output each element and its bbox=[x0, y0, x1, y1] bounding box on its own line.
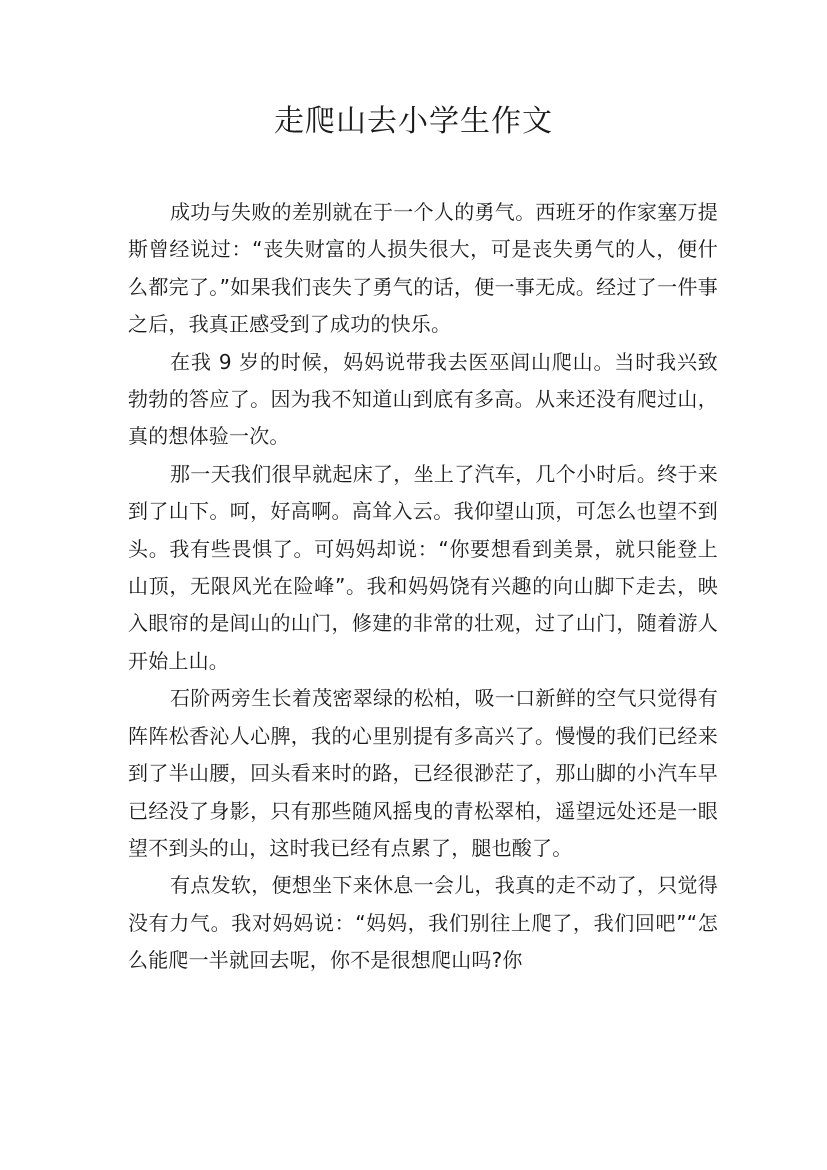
paragraph: 那一天我们很早就起床了，坐上了汽车，几个小时后。终于来到了山下。呵，好高啊。高耸入云。我仰望山顶，可怎么也望不到头。我有些畏惧了。可妈妈却说：“你要想看到美景，就只能登上山顶，无限风光在险峰”。我和妈妈饶有兴趣的向山脚下走去，映入眼帘的是闾山的山门，修建的非常的壮观，过了山门，随着游人开始上山。 bbox=[128, 461, 718, 673]
document-body bbox=[128, 194, 718, 980]
paragraph: 在我 9 岁的时候，妈妈说带我去医巫闾山爬山。当时我兴致勃勃的答应了。因为我不知道山到底有多高。从来还没有爬过山，真的想体验一次。 bbox=[128, 349, 718, 449]
paragraph: 石阶两旁生长着茂密翠绿的松柏，吸一口新鲜的空气只觉得有阵阵松香沁人心脾，我的心里别提有多高兴了。慢慢的我们已经来到了半山腰，回头看来时的路，已经很渺茫了，那山脚的小汽车早已经没了身影，只有那些随风摇曳的青松翠柏，遥望远处还是一眼望不到头的山，这时我已经有点累了，腿也酸了。 bbox=[128, 686, 718, 860]
paragraph: 成功与失败的差别就在于一个人的勇气。西班牙的作家塞万提斯曾经说过：“丧失财富的人损失很大，可是丧失勇气的人，便什么都完了。”如果我们丧失了勇气的话，便一事无成。经过了一件事之后，我真正感受到了成功的快乐。 bbox=[128, 200, 718, 337]
paragraph: 有点发软，便想坐下来休息一会儿，我真的走不动了，只觉得没有力气。我对妈妈说：“妈妈，我们别往上爬了，我们回吧”“怎么能爬一半就回去呢，你不是很想爬山吗?你 bbox=[128, 873, 718, 973]
document-title: 走爬山去小学生作文 bbox=[274, 104, 553, 139]
